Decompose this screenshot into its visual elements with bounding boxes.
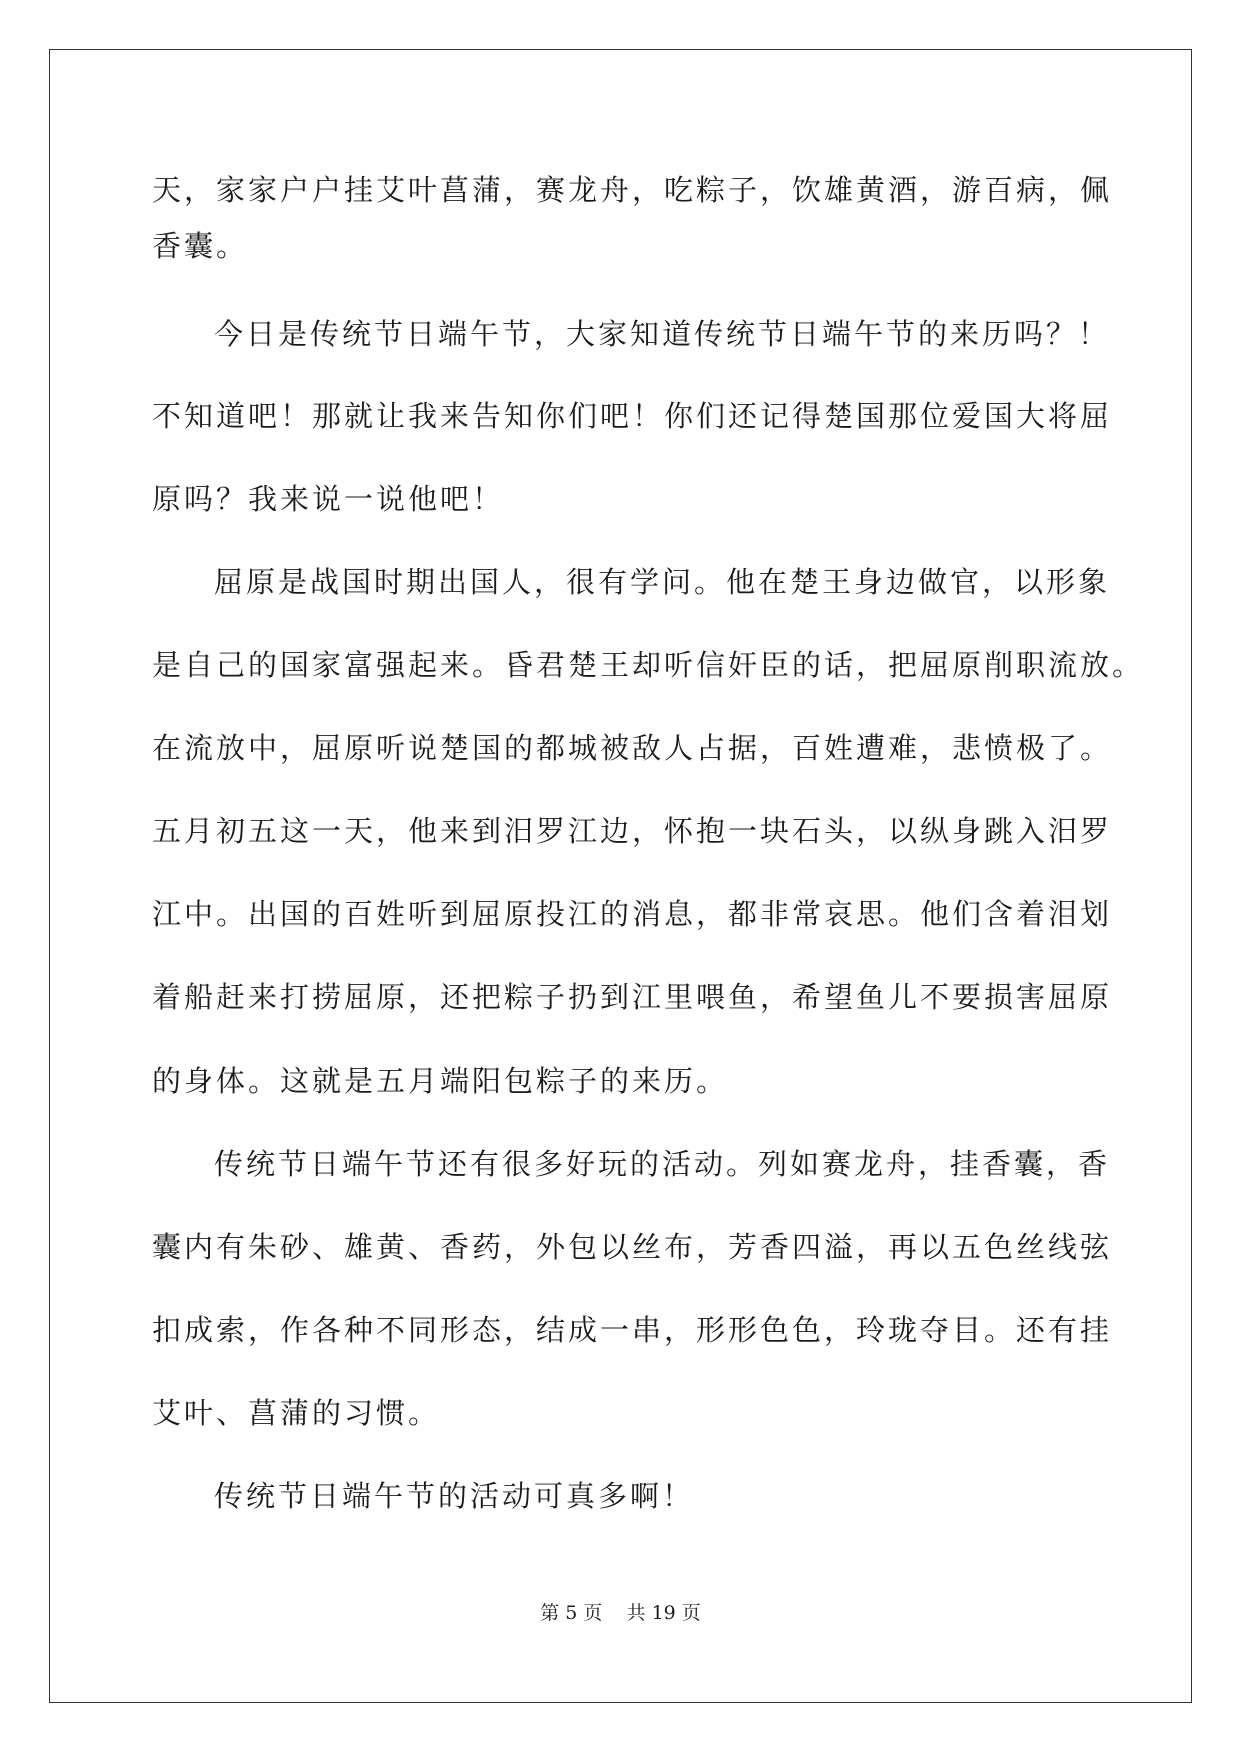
text-line: 传统节日端午节还有很多好玩的活动。列如赛龙舟，挂香囊，香 <box>214 1147 1111 1181</box>
text-line: 江中。出国的百姓听到屈原投江的消息，都非常哀思。他们含着泪划 <box>152 897 1113 931</box>
page-number: 第 5 页 <box>540 1602 603 1624</box>
text-line: 着船赶来打捞屈原，还把粽子扔到江里喂鱼，希望鱼儿不要损害屈原 <box>152 980 1113 1014</box>
page-total: 共 19 页 <box>626 1602 701 1624</box>
text-line: 原吗？我来说一说他吧！ <box>152 482 505 516</box>
text-line: 不知道吧！那就让我来告知你们吧！你们还记得楚国那位爱国大将屈 <box>152 399 1113 433</box>
text-line: 在流放中，屈原听说楚国的都城被敌人占据，百姓遭难，悲愤极了。 <box>152 731 1113 765</box>
text-line: 五月初五这一天，他来到汨罗江边，怀抱一块石头，以纵身跳入汨罗 <box>152 814 1113 848</box>
text-line: 的身体。这就是五月端阳包粽子的来历。 <box>152 1064 729 1098</box>
page-border <box>49 49 1192 1703</box>
text-line: 是自己的国家富强起来。昏君楚王却听信奸臣的话，把屈原削职流放。 <box>152 648 1145 682</box>
text-line: 今日是传统节日端午节，大家知道传统节日端午节的来历吗？！ <box>214 317 1111 351</box>
text-line: 天，家家户户挂艾叶菖蒲，赛龙舟，吃粽子，饮雄黄酒，游百病，佩 <box>152 173 1113 207</box>
text-line: 屈原是战国时期出国人，很有学问。他在楚王身边做官，以形象 <box>214 565 1111 599</box>
text-line: 扣成索，作各种不同形态，结成一串，形形色色，玲珑夺目。还有挂 <box>152 1313 1113 1347</box>
text-line: 艾叶、菖蒲的习惯。 <box>152 1396 441 1430</box>
text-line: 囊内有朱砂、雄黄、香药，外包以丝布，芳香四溢，再以五色丝线弦 <box>152 1230 1113 1264</box>
text-line: 传统节日端午节的活动可真多啊！ <box>214 1479 695 1513</box>
page-footer <box>0 1600 1241 1626</box>
text-line: 香囊。 <box>152 229 249 263</box>
